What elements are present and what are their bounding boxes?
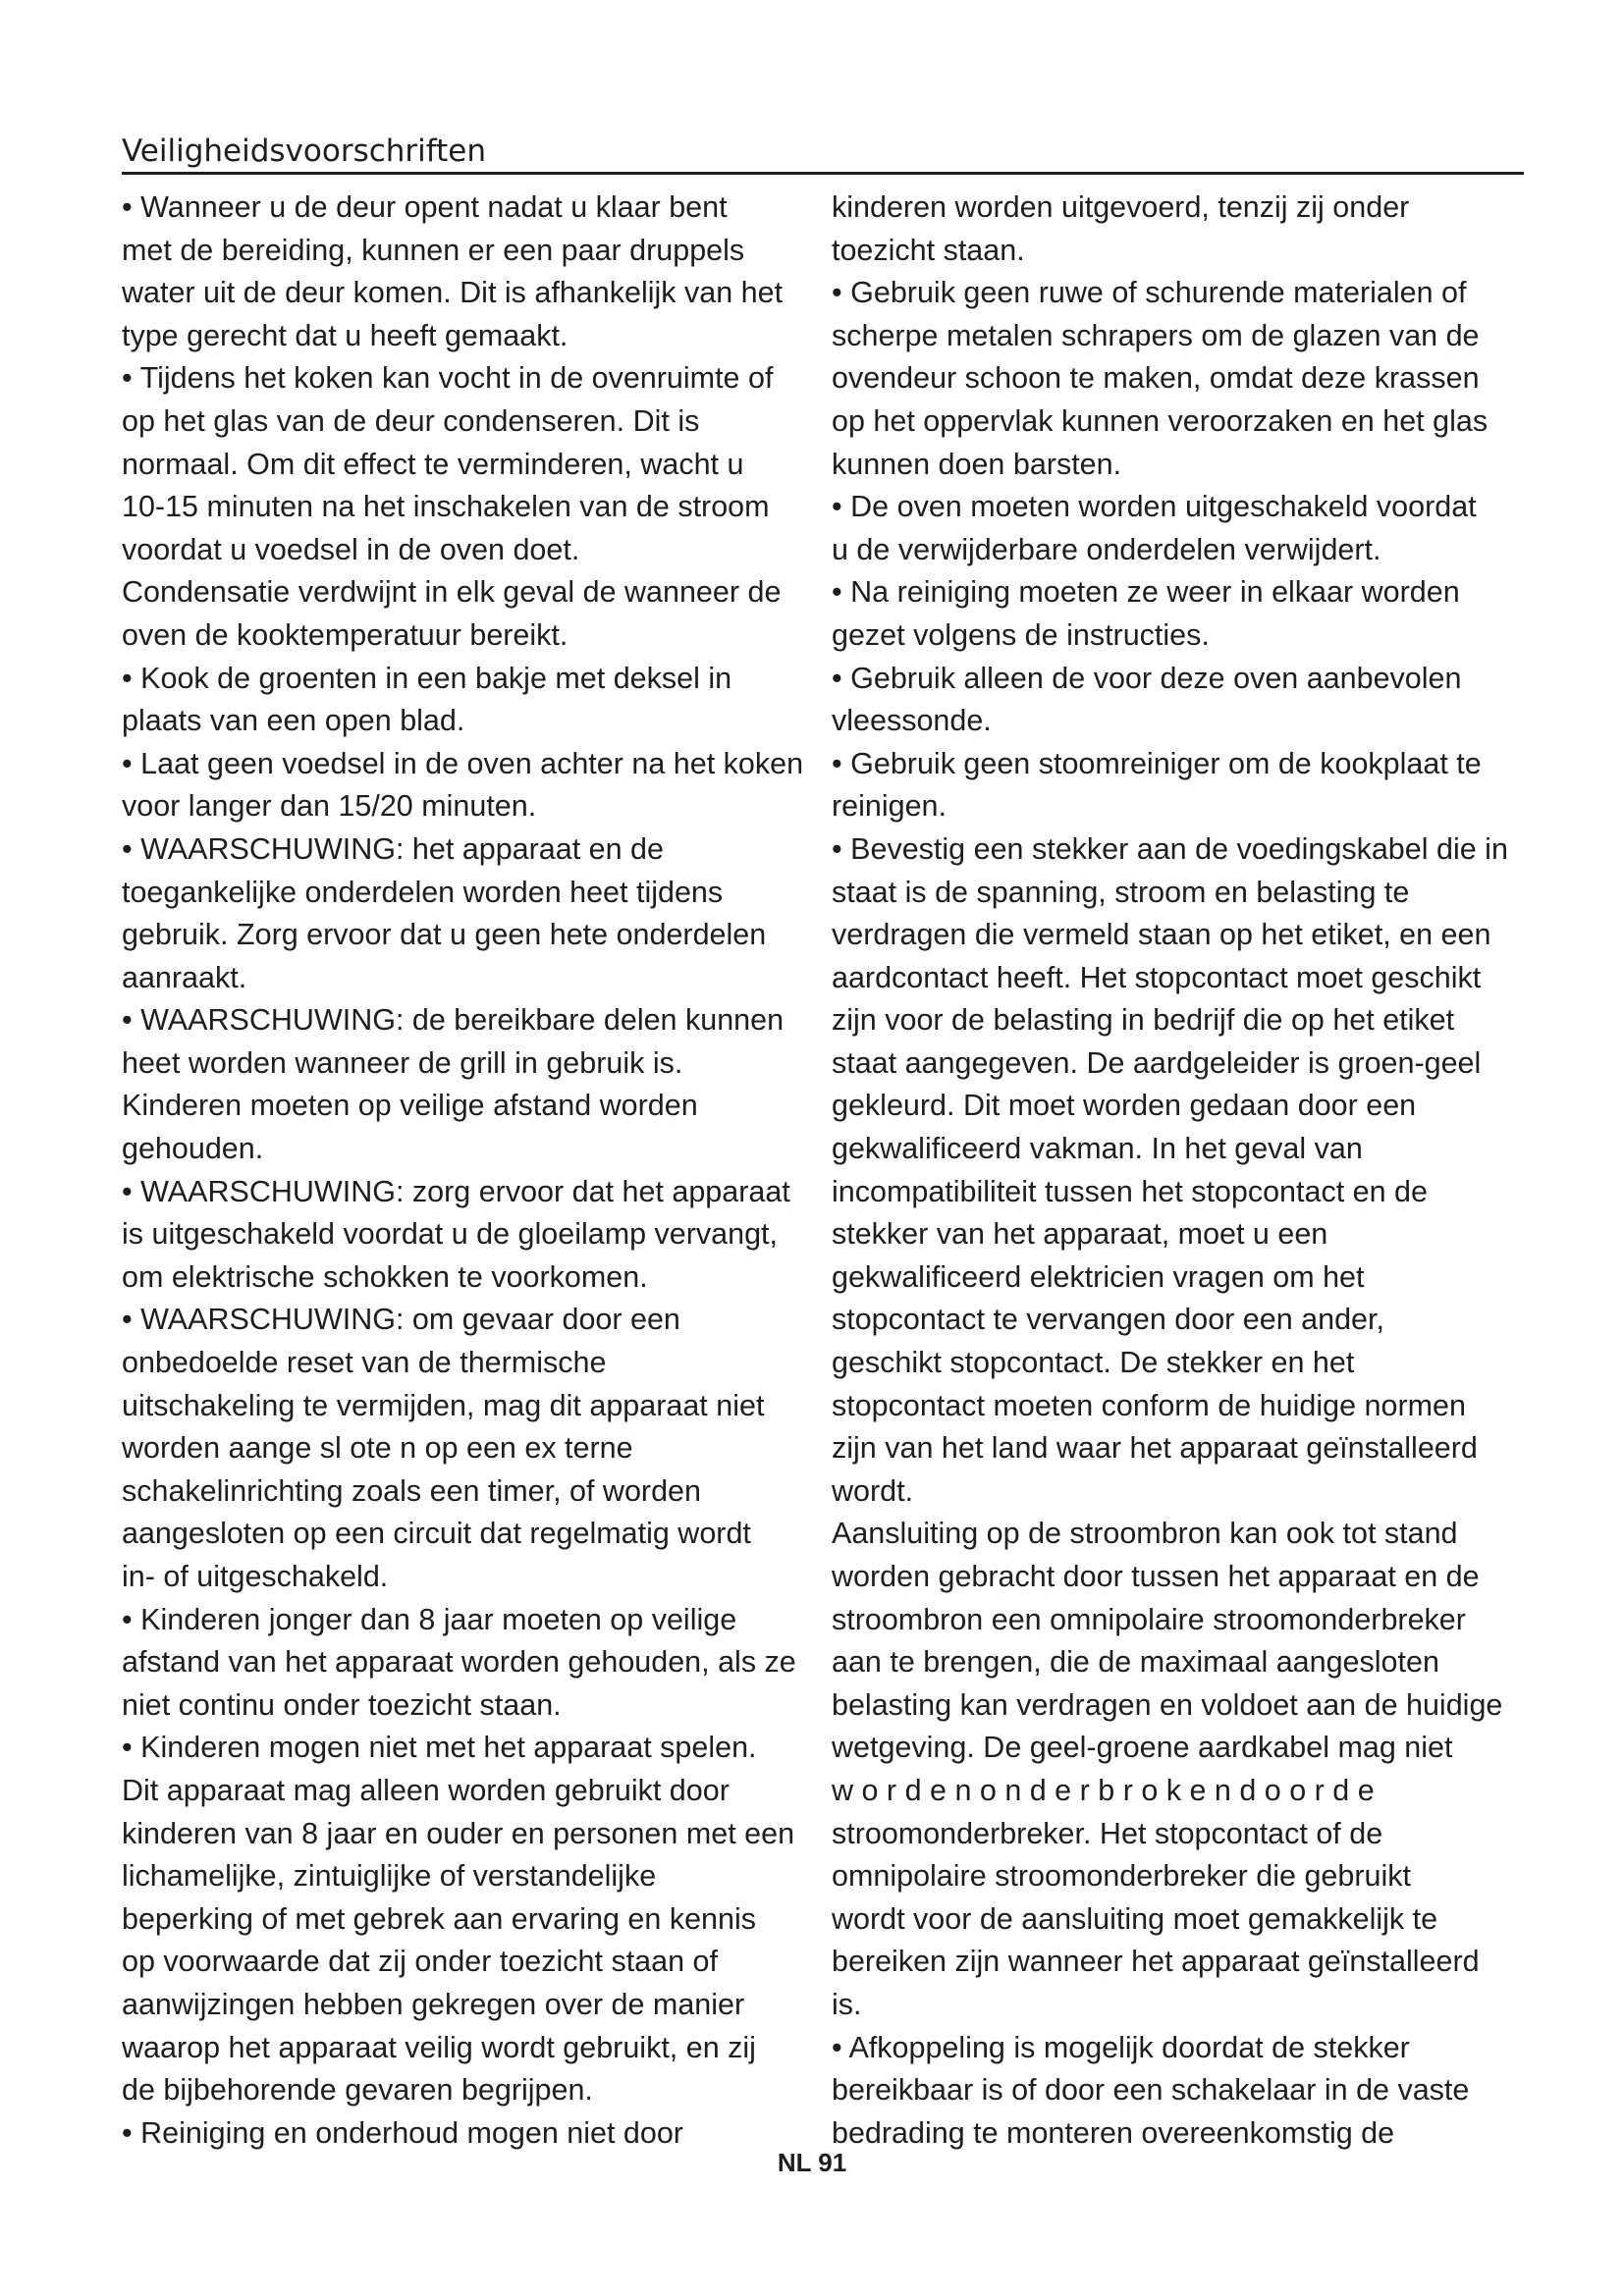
section-heading: Veiligheidsvoorschriften	[122, 132, 1524, 175]
text-line: zijn van het land waar het apparaat geïnstalleerd	[832, 1431, 1478, 1466]
text-line: schakelinrichting zoals een timer, of worden	[122, 1473, 701, 1508]
text-line: gehouden.	[122, 1132, 264, 1166]
text-line: kinderen worden uitgevoerd, tenzij zij onder	[832, 190, 1410, 224]
text-line: belasting kan verdragen en voldoet aan de huidige	[832, 1687, 1503, 1722]
text-line: • Bevestig een stekker aan de voedingskabel die in	[832, 831, 1508, 866]
text-line: wordt voor de aansluiting moet gemakkelijk te	[832, 1901, 1438, 1936]
text-line: • Kinderen mogen niet met het apparaat spelen.	[122, 1731, 757, 1765]
text-line: uitschakeling te vermijden, mag dit apparaat niet	[122, 1388, 765, 1422]
text-line: • Gebruik alleen de voor deze oven aanbevolen	[832, 661, 1462, 695]
text-line: plaats van een open blad.	[122, 704, 465, 738]
text-line: omnipolaire stroomonderbreker die gebruikt	[832, 1859, 1411, 1894]
text-line: oven de kooktemperatuur bereikt.	[122, 617, 568, 652]
page-number: NL 91	[777, 2148, 847, 2177]
text-line: op het glas van de deur condenseren. Dit is	[122, 403, 700, 438]
text-line: bereiken zijn wanneer het apparaat geïnstalleerd	[832, 1945, 1480, 1979]
text-line: kunnen doen barsten.	[832, 447, 1122, 481]
text-line: w o r d e n o n d e r b r o k e n d o o r d e	[832, 1773, 1375, 1807]
text-line: • Wanneer u de deur opent nadat u klaar bent	[122, 190, 728, 224]
text-line: op het oppervlak kunnen veroorzaken en het glas	[832, 403, 1489, 438]
text-line: met de bereiding, kunnen er een paar druppels	[122, 233, 745, 267]
text-line: Condensatie verdwijnt in elk geval de wanneer de	[122, 575, 782, 610]
text-line: verdragen die vermeld staan op het etiket, en een	[832, 918, 1491, 952]
text-line: aanraakt.	[122, 960, 247, 994]
text-line: worden aange sl ote n op een ex terne	[122, 1431, 633, 1466]
text-line: aanwijzingen hebben gekregen over de manier	[122, 1987, 745, 2021]
text-line: • Afkoppeling is mogelijk doordat de stekker	[832, 2030, 1410, 2064]
text-line: type gerecht dat u heeft gemaakt.	[122, 318, 568, 352]
text-line: waarop het apparaat veilig wordt gebruikt, en zij	[122, 2030, 756, 2064]
text-line: water uit de deur komen. Dit is afhankelijk van het	[122, 276, 784, 310]
text-line: bedrading te monteren overeenkomstig de	[832, 2115, 1395, 2150]
text-line: Kinderen moeten op veilige afstand worden	[122, 1089, 698, 1123]
text-line: • Gebruik geen ruwe of schurende materialen of	[832, 276, 1467, 310]
text-line: kinderen van 8 jaar en ouder en personen met een	[122, 1816, 795, 1850]
text-line: gekwalificeerd vakman. In het geval van	[832, 1132, 1363, 1166]
text-line: stekker van het apparaat, moet u een	[832, 1217, 1328, 1252]
text-line: • WAARSCHUWING: de bereikbare delen kunnen	[122, 1003, 785, 1038]
text-line: staat aangegeven. De aardgeleider is groen-geel	[832, 1045, 1482, 1080]
text-line: is uitgeschakeld voordat u de gloeilamp vervangt,	[122, 1217, 779, 1252]
text-line: Dit apparaat mag alleen worden gebruikt door	[122, 1773, 730, 1807]
text-line: voor langer dan 15/20 minuten.	[122, 789, 537, 824]
text-line: ovendeur schoon te maken, omdat deze krassen	[832, 361, 1480, 396]
right-text-column	[832, 187, 1543, 2155]
text-line: voordat u voedsel in de oven doet.	[122, 532, 580, 566]
text-line: • Gebruik geen stoomreiniger om de kookplaat te	[832, 746, 1482, 780]
text-line: om elektrische schokken te voorkomen.	[122, 1259, 648, 1294]
text-line: 10-15 minuten na het inschakelen van de stroom	[122, 490, 770, 524]
text-line: normaal. Om dit effect te verminderen, wacht u	[122, 447, 744, 481]
text-line: lichamelijke, zintuiglijke of verstandelijke	[122, 1859, 657, 1894]
text-line: • Na reiniging moeten ze weer in elkaar worden	[832, 575, 1460, 610]
text-line: • Laat geen voedsel in de oven achter na het koken	[122, 746, 804, 780]
text-line: de bijbehorende gevaren begrijpen.	[122, 2073, 593, 2108]
text-line: Aansluiting op de stroombron kan ook tot stand	[832, 1517, 1458, 1551]
text-line: zijn voor de belasting in bedrijf die op het etiket	[832, 1003, 1455, 1038]
text-line: staat is de spanning, stroom en belasting te	[832, 875, 1410, 909]
text-line: wordt.	[832, 1473, 914, 1508]
text-line: stopcontact te vervangen door een ander,	[832, 1303, 1384, 1337]
text-line: wetgeving. De geel-groene aardkabel mag niet	[832, 1731, 1453, 1765]
text-line: • WAARSCHUWING: zorg ervoor dat het apparaat	[122, 1174, 790, 1208]
text-line: • Reiniging en onderhoud mogen niet door	[122, 2115, 683, 2150]
text-line: • WAARSCHUWING: het apparaat en de	[122, 831, 664, 866]
text-line: u de verwijderbare onderdelen verwijdert.	[832, 532, 1381, 566]
text-line: reinigen.	[832, 789, 947, 824]
text-line: stopcontact moeten conform de huidige normen	[832, 1388, 1466, 1422]
text-line: beperking of met gebrek aan ervaring en kennis	[122, 1901, 756, 1936]
text-line: • De oven moeten worden uitgeschakeld voordat	[832, 490, 1477, 524]
text-line: worden gebracht door tussen het apparaat en de	[832, 1560, 1480, 1593]
text-line: incompatibiliteit tussen het stopcontact en de	[832, 1174, 1428, 1208]
text-line: • Tijdens het koken kan vocht in de ovenruimte of	[122, 361, 774, 396]
text-line: toezicht staan.	[832, 233, 1025, 267]
text-line: stroombron een omnipolaire stroomonderbreker	[832, 1602, 1466, 1636]
text-line: bereikbaar is of door een schakelaar in de vaste	[832, 2073, 1470, 2108]
text-line: vleessonde.	[832, 704, 992, 738]
text-line: op voorwaarde dat zij onder toezicht staan of	[122, 1945, 718, 1979]
text-line: toegankelijke onderdelen worden heet tijdens	[122, 875, 724, 909]
text-line: niet continu onder toezicht staan.	[122, 1687, 562, 1722]
text-line: aan te brengen, die de maximaal aangesloten	[832, 1645, 1439, 1680]
text-line: scherpe metalen schrapers om de glazen van de	[832, 318, 1480, 352]
text-line: in- of uitgeschakeld.	[122, 1560, 389, 1593]
text-line: aardcontact heeft. Het stopcontact moet geschikt	[832, 960, 1482, 994]
text-line: heet worden wanneer de grill in gebruik is.	[122, 1045, 683, 1080]
text-line: afstand van het apparaat worden gehouden, als ze	[122, 1645, 796, 1680]
text-line: gezet volgens de instructies.	[832, 617, 1210, 652]
text-line: aangesloten op een circuit dat regelmatig wordt	[122, 1517, 751, 1551]
text-line: onbedoelde reset van de thermische	[122, 1346, 607, 1380]
text-line: stroomonderbreker. Het stopcontact of de	[832, 1816, 1383, 1850]
text-line: gekwalificeerd elektricien vragen om het	[832, 1259, 1365, 1294]
text-line: • Kook de groenten in een bakje met deksel in	[122, 661, 732, 695]
text-line: gebruik. Zorg ervoor dat u geen hete onderdelen	[122, 918, 767, 952]
text-line: geschikt stopcontact. De stekker en het	[832, 1346, 1355, 1380]
text-line: gekleurd. Dit moet worden gedaan door een	[832, 1089, 1417, 1123]
text-line: • Kinderen jonger dan 8 jaar moeten op veilige	[122, 1602, 737, 1636]
text-line: • WAARSCHUWING: om gevaar door een	[122, 1303, 680, 1337]
left-text-column	[122, 187, 833, 2155]
text-line: is.	[832, 1987, 862, 2021]
